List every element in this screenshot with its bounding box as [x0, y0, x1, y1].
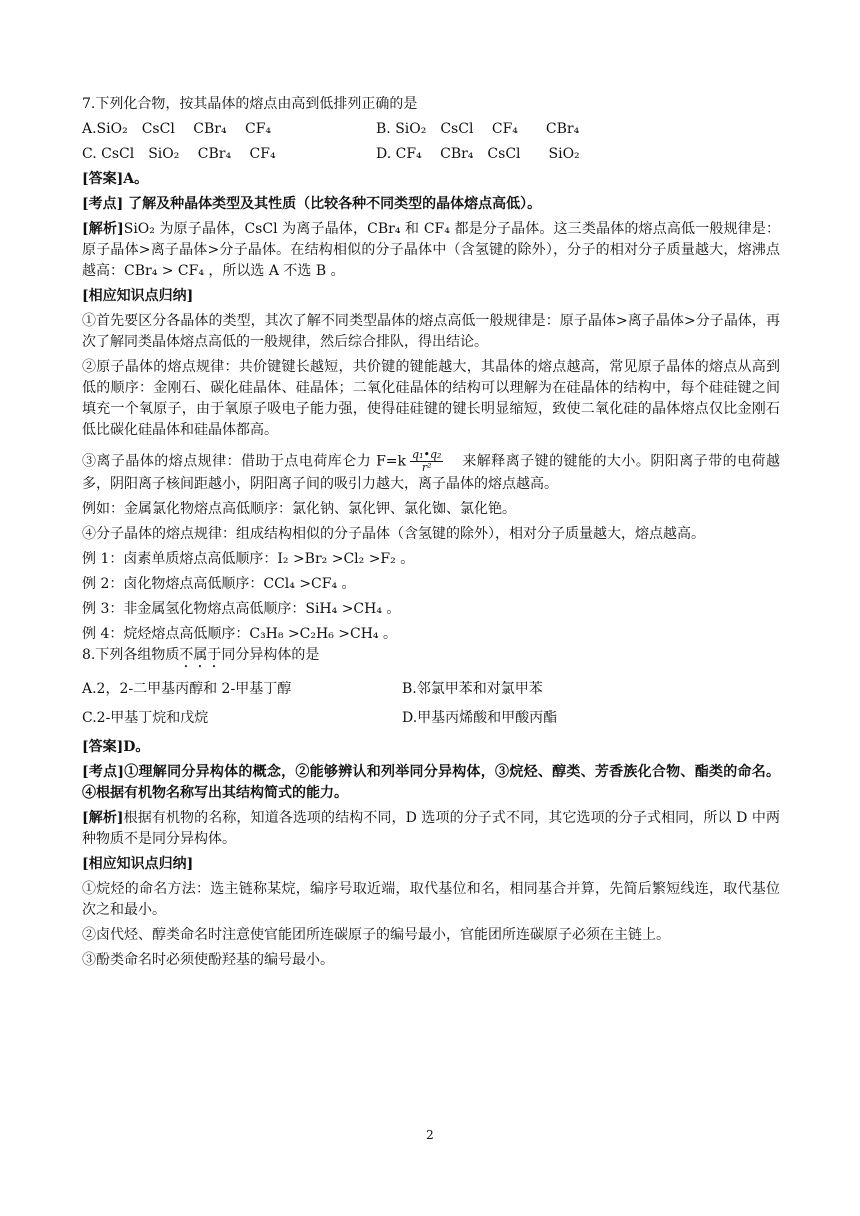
q7-option-d: D. CF₄ CBr₄ CsCl SiO₂	[376, 146, 580, 162]
q7-option-a: A.SiO₂ CsCl CBr₄ CF₄	[82, 121, 272, 137]
q7-example-2: 例 2：卤化物熔点高低顺序：CCl₄ >CF₄ 。	[82, 576, 356, 592]
coulomb-fraction	[410, 449, 443, 474]
q7-jiexi-text: SiO₂ 为原子晶体，CsCl 为离子晶体，CBr₄ 和 CF₄ 都是分子晶体。这三类晶体的熔点高低一般规律是：原子晶体>离子晶体>分子晶体。在结构相似的分子晶体中（含氢键的除外），分子的相对分子质量越大，熔沸点越高：CBr₄ > CF₄ ，所以选 A 不选 B 。	[82, 221, 780, 279]
q8-kaodian	[82, 762, 780, 804]
document-page	[82, 94, 780, 971]
q8-kaodian-tag: [考点]	[82, 764, 125, 780]
q8-summary-2: ②卤代烃、醇类命名时注意使官能团所连碳原子的编号最小，官能团所连碳原子必须在主链上。	[82, 927, 670, 943]
q7-summary-2: ②原子晶体的熔点规律：共价键键长越短，共价键的键能越大，其晶体的熔点越高，常见原子晶体的熔点从高到低的顺序：金刚石、碳化硅晶体、硅晶体；二氧化硅晶体的结构可以理解为在硅晶体的结构中，每个硅硅键之间填充一个氧原子，由于氧原子吸电子能力强，使得硅硅键的键长明显缩短，致使二氧化硅的晶体熔点仅比金刚石低比碳化硅晶体和硅晶体都高。	[82, 359, 780, 438]
q8-option-c: C.2-甲基丁烷和戊烷	[82, 710, 209, 726]
q7-summary-3-example: 例如：金属氯化物熔点高低顺序：氯化钠、氯化钾、氯化铷、氯化铯。	[82, 501, 516, 517]
q8-kaodian-text: ①理解同分异构体的概念，②能够辨认和列举同分异构体，③烷烃、醇类、芳香族化合物、酯类的命名。④根据有机物名称写出其结构简式的能力。	[82, 764, 780, 801]
q8-option-a: A.2，2-二甲基丙醇和 2-甲基丁醇	[82, 681, 292, 697]
q8-answer: [答案]D。	[82, 739, 150, 755]
q7-option-c: C. CsCl SiO₂ CBr₄ CF₄	[82, 146, 276, 162]
q7-summary-3-after: 来解释离子键的键能的大小。阴阳离子带的电荷越多，阴阳离子核间距越小，阴阳离子间的吸引力越大，离子晶体的熔点越高。	[82, 453, 780, 492]
q8-summary-3: ③酚类命名时必须使酚羟基的编号最小。	[82, 952, 334, 968]
q7-summary-title: [相应知识点归纳]	[82, 288, 194, 304]
q8-summary-1: ①烷烃的命名方法：选主链称某烷，编序号取近端，取代基位和名，相同基合并算，先简后繁短线连，取代基位次之和最小。	[82, 881, 780, 918]
coulomb-fraction-denominator: r²	[421, 461, 432, 474]
page-number: 2	[426, 1128, 434, 1142]
q8-stem-a: 8.下列各组物质	[82, 647, 180, 663]
q7-kaodian-tag: [考点]	[82, 196, 124, 212]
q7-options-row2	[82, 144, 780, 165]
coulomb-fraction-numerator: q₁•q₂	[412, 448, 442, 461]
q7-example-4: 例 4：烷烃熔点高低顺序：C₃H₈ >C₂H₆ >CH₄ 。	[82, 626, 397, 642]
q7-example-3: 例 3：非金属氢化物熔点高低顺序：SiH₄ >CH₄ 。	[82, 601, 401, 617]
q7-kaodian-text: 了解及种晶体类型及其性质（比较各种不同类型的晶体熔点高低）。	[123, 196, 542, 212]
q8-options-row1	[82, 679, 780, 700]
q8-options-row2	[82, 708, 780, 729]
q8-stem-emphasis: 不属于	[179, 647, 222, 663]
q8-stem	[82, 645, 780, 671]
q8-option-d: D.甲基丙烯酸和甲酸丙酯	[402, 710, 558, 726]
q7-option-b: B. SiO₂ CsCl CF₄ CBr₄	[376, 121, 580, 137]
q8-stem-b: 同分异构体的是	[221, 647, 320, 663]
q8-summary-title: [相应知识点归纳]	[82, 856, 194, 872]
q7-summary-3	[82, 449, 780, 495]
q7-jiexi-tag: [解析]	[82, 221, 124, 237]
q7-options-row1	[82, 119, 780, 140]
q8-jiexi-text: 根据有机物的名称，知道各选项的结构不同，D 选项的分子式不同，其它选项的分子式相同，所以 D 中两种物质不是同分异构体。	[82, 810, 780, 847]
q7-jiexi	[82, 219, 780, 282]
q8-option-b: B.邻氯甲苯和对氯甲苯	[402, 681, 543, 697]
q7-summary-1: ①首先要区分各晶体的类型，其次了解不同类型晶体的熔点高低一般规律是：原子晶体>离子晶体>分子晶体，再次了解同类晶体熔点高低的一般规律，然后综合排队，得出结论。	[82, 313, 780, 350]
q7-summary-3-before: ③离子晶体的熔点规律：借助于点电荷库仑力 F=k	[82, 453, 407, 470]
q7-example-1: 例 1：卤素单质熔点高低顺序：I₂ >Br₂ >Cl₂ >F₂ 。	[82, 551, 415, 567]
q7-kaodian	[82, 194, 780, 215]
q8-jiexi-tag: [解析]	[82, 810, 124, 826]
q7-stem: 7.下列化合物，按其晶体的熔点由高到低排列正确的是	[82, 96, 418, 112]
q7-answer: [答案]A。	[82, 171, 149, 187]
q8-jiexi	[82, 808, 780, 850]
q7-summary-4: ④分子晶体的熔点规律：组成结构相似的分子晶体（含氢键的除外），相对分子质量越大，熔点越高。	[82, 526, 705, 542]
